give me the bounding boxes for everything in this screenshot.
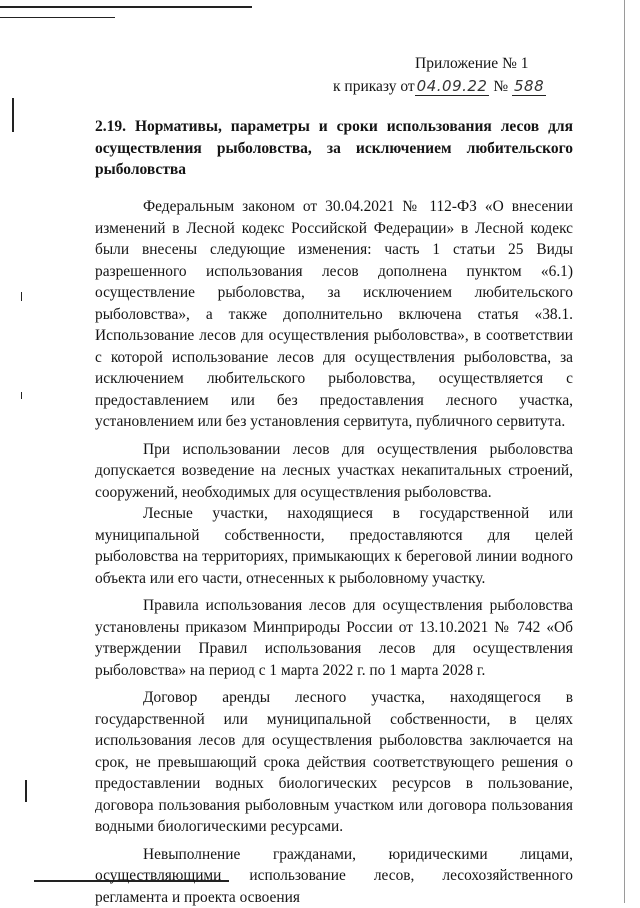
order-prefix: к приказу от [333,78,415,95]
order-reference [333,77,546,96]
scan-line-top-short [0,17,115,18]
scan-mark-left-1 [12,98,14,132]
order-date-handwritten: 04.09.22 [415,77,490,96]
paragraph-lease-agreement: Договор аренды лесного участка, находящегося в государственной или муниципальной собственности, в целях использования лесов для осуществления рыболовства заключается на срок, не превышающий срока действия соответствующего решения о предоставлении водных биологических ресурсов в пользование, договора пользования рыболовным участком или договора пользования водными биологическими ресурсами. [95,687,573,838]
document-body [95,196,573,908]
scan-mark-left-4 [25,780,27,802]
paragraph-forest-plots: Лесные участки, находящиеся в государственной или муниципальной собственности, предоставляются для целей рыболовства на территориях, примыкающих к береговой линии водного объекта или его части, отнесенных к рыболовному участку. [95,503,573,589]
paragraph-usage-rules: Правила использования лесов для осуществления рыболовства установлены приказом Минприроды России от 13.10.2021 № 742 «Об утверждении Правил использования лесов для осуществления рыболовства» на период с 1 марта 2022 г. по 1 марта 2028 г. [95,595,573,681]
scan-line-top [0,6,252,8]
paragraph-noncompliance: Невыполнение гражданами, юридическими лицами, осуществляющими использование лесов, лесохозяйственного регламента и проекта освоения [95,844,573,908]
number-sign: № [493,78,508,95]
order-number-handwritten: 588 [512,77,546,96]
paragraph-structures: При использовании лесов для осуществления рыболовства допускается возведение на лесных участках некапитальных строений, сооружений, необходимых для осуществления рыболовства. [95,439,573,504]
scan-mark-left-3 [21,392,22,399]
appendix-title: Приложение № 1 [415,55,528,73]
scan-mark-left-2 [21,292,22,301]
section-heading: 2.19. Нормативы, параметры и сроки использования лесов для осуществления рыболовства, за исключением любительского рыболовства [95,116,573,181]
scan-line-right-edge [624,0,625,903]
paragraph-law-amendments: Федеральным законом от 30.04.2021 № 112-ФЗ «О внесении изменений в Лесной кодекс Российской Федерации» в Лесной кодекс были внесены следующие изменения: часть 1 статьи 25 Виды разрешенного использования лесов дополнена пунктом «6.1) осуществление рыболовства, за исключением любительского рыболовства», а также дополнительно включена статья «38.1. Использование лесов для осуществления рыболовства», в соответствии с которой использование лесов для осуществления рыболовства, за исключением любительского рыболовства, осуществляется с предоставлением или без предоставления лесного участка, установлением или без установления сервитута, публичного сервитута. [95,196,573,433]
